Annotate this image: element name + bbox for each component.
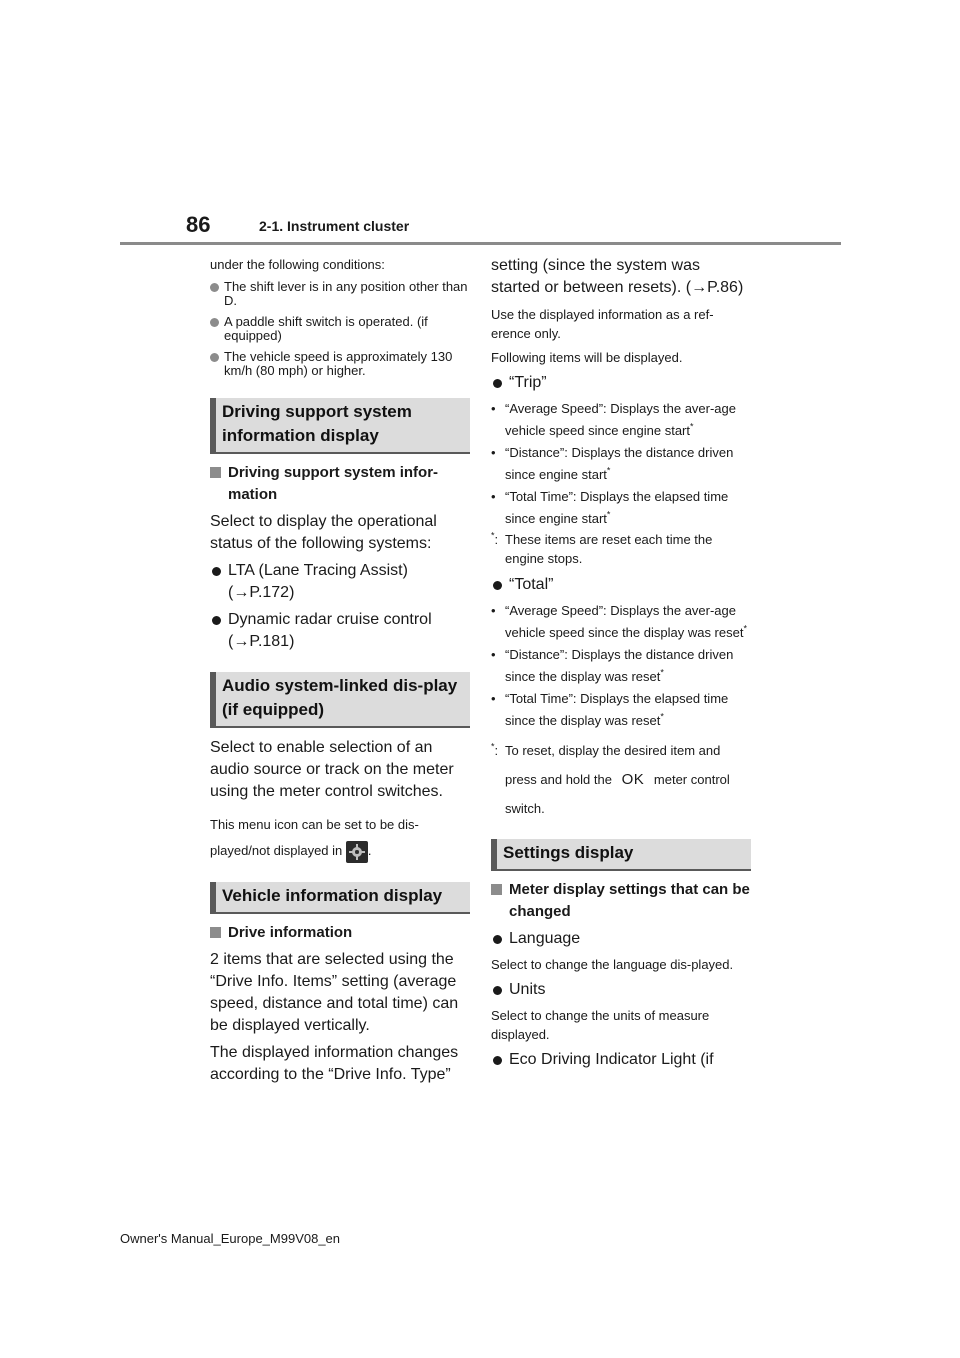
bullet-dot-icon <box>493 986 502 995</box>
drive-info-subheading: Drive information <box>210 922 470 944</box>
eco-item: Eco Driving Indicator Light (if <box>491 1049 751 1071</box>
bullet-dot-icon <box>210 318 219 327</box>
drive-info-body: 2 items that are selected using the “Drive Info. Items” setting (average speed, distance and total time) can be displayed vertically. <box>210 951 459 1034</box>
settings-heading: Settings display <box>491 839 751 871</box>
bullet-dot-icon <box>210 353 219 362</box>
page-reference: (→P.172) <box>228 584 295 601</box>
system-item: Dynamic radar cruise control (→P.181) <box>210 609 470 653</box>
bullet-dot-icon <box>212 567 221 576</box>
condition-item: The shift lever is in any position other than D. <box>210 280 470 308</box>
bullet-dot-icon <box>210 283 219 292</box>
continued-text: setting (since the system was started or between resets). (→P.86) <box>491 257 744 296</box>
total-item: • “Average Speed”: Displays the aver-age vehicle speed since the display was reset* <box>491 603 747 640</box>
page-number: 86 <box>186 212 211 237</box>
footer-text: Owner's Manual_Europe_M99V08_en <box>120 1231 341 1246</box>
audio-heading: Audio system-linked dis-play (if equipped) <box>210 672 470 728</box>
bullet-dot-icon <box>493 935 502 944</box>
driving-support-body: Select to display the operational status of the following systems: <box>210 513 437 552</box>
right-column <box>491 255 751 1071</box>
driving-support-heading: Driving support system information display <box>210 398 470 454</box>
audio-note: This menu icon can be set to be dis-played/not displayed in . <box>210 812 470 864</box>
ok-button-icon: OK <box>621 771 645 788</box>
system-item: LTA (Lane Tracing Assist) (→P.172) <box>210 560 470 604</box>
total-item: • “Distance”: Displays the distance driven since the display was reset* <box>491 647 734 684</box>
trip-footnote: *: These items are reset each time the engine stops. <box>491 530 713 566</box>
language-item: Language <box>491 928 751 950</box>
condition-item: The vehicle speed is approximately 130 km/h (80 mph) or higher. <box>210 350 470 378</box>
square-bullet-icon <box>210 467 221 478</box>
items-note: Following items will be displayed. <box>491 350 683 365</box>
drive-info-body-continued: The displayed information changes according to the “Drive Info. Type” <box>210 1044 459 1083</box>
units-note: Select to change the units of measure displayed. <box>491 1008 710 1042</box>
bullet-dot-icon <box>212 616 221 625</box>
condition-item: A paddle shift switch is operated. (if equipped) <box>210 315 470 343</box>
vehicle-info-heading: Vehicle information display <box>210 882 470 914</box>
gear-icon <box>346 841 368 863</box>
header-divider <box>120 242 841 245</box>
square-bullet-icon <box>491 884 502 895</box>
section-title: 2-1. Instrument cluster <box>259 218 410 234</box>
language-note: Select to change the language dis-played. <box>491 957 734 972</box>
left-column <box>210 255 470 1086</box>
bullet-dot-icon <box>493 581 502 590</box>
total-label: “Total” <box>491 574 751 596</box>
trip-item: • “Distance”: Displays the distance driven since engine start* <box>491 445 734 482</box>
meter-settings-subheading: Meter display settings that can be changed <box>491 879 751 923</box>
trip-label: “Trip” <box>491 372 751 394</box>
square-bullet-icon <box>210 927 221 938</box>
trip-item: • “Total Time”: Displays the elapsed time since engine start* <box>491 489 729 526</box>
bullet-dot-icon <box>493 1056 502 1065</box>
page-reference: (→P.181) <box>228 633 295 650</box>
intro-text: under the following conditions: <box>210 257 385 272</box>
driving-support-subheading: Driving support system infor-mation <box>210 462 470 506</box>
audio-body: Select to enable selection of an audio source or track on the meter using the meter control switches. <box>210 739 454 800</box>
units-item: Units <box>491 979 751 1001</box>
reference-note: Use the displayed information as a ref-erence only. <box>491 307 714 341</box>
total-item: • “Total Time”: Displays the elapsed time since the display was reset* <box>491 691 729 728</box>
total-footnote: *: To reset, display the desired item and press and hold the OK meter control switch. <box>491 741 730 816</box>
trip-item: • “Average Speed”: Displays the aver-age vehicle speed since engine start* <box>491 401 736 438</box>
bullet-dot-icon <box>493 379 502 388</box>
